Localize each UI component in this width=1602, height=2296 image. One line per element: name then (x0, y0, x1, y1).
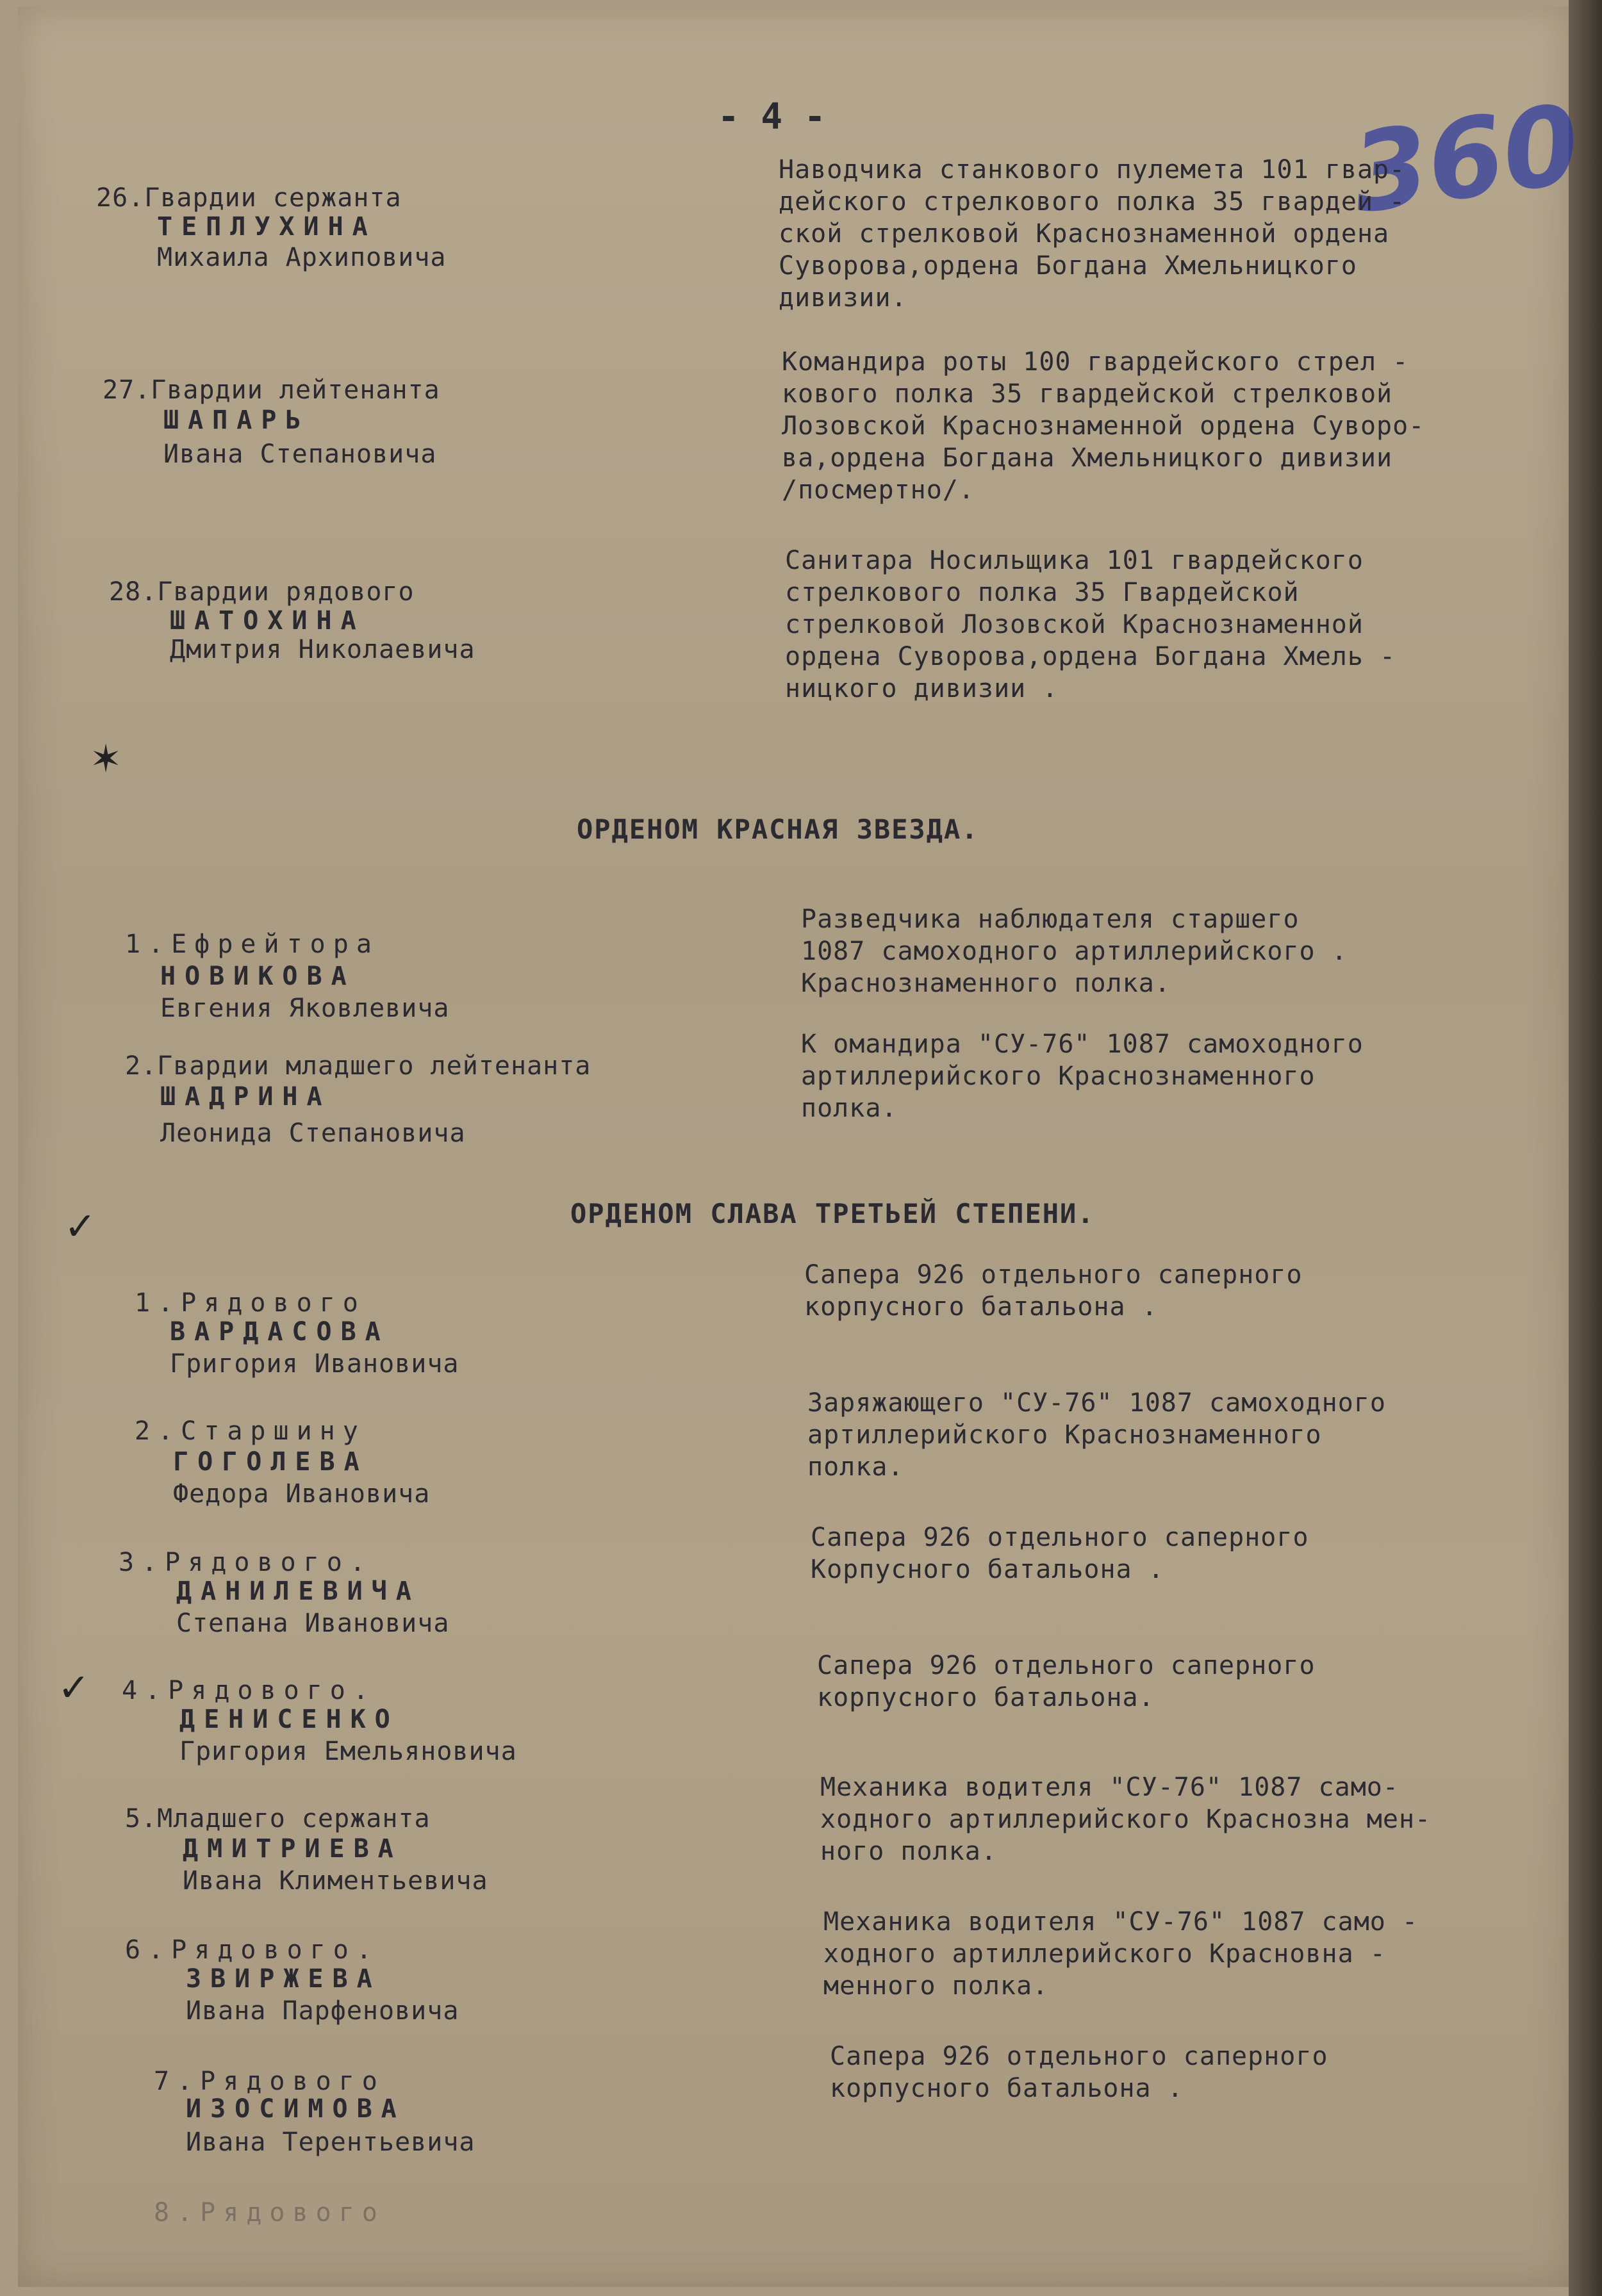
entry-description: Наводчика станкового пулемета 101 гвар- дейского стрелкового полка 35 гвардей - ской стрелковой Краснознаменной ордена Суворова,ордена Богдана Хмельницкого дивизии. (779, 155, 1406, 313)
archive-number-stamp: 360 (1344, 81, 1587, 238)
entry-surname: ДМИТРИЕВА (183, 1834, 402, 1864)
margin-mark-icon: ✓ (58, 1666, 90, 1710)
entry-title: 28.Гвардии рядового (109, 577, 415, 607)
entry-description: Механика водителя "СУ-76" 1087 само - ходного артиллерийского Красновна - менного полка. (823, 1907, 1419, 2001)
entry-surname: ДАНИЛЕВИЧА (176, 1577, 420, 1606)
entry-title: 2.Гвардии младшего лейтенанта (125, 1051, 591, 1081)
entry-description: Сапера 926 отдельного саперного Корпусного батальона . (811, 1523, 1309, 1584)
entry-description: Санитара Носильщика 101 гвардейского стрелкового полка 35 Гвардейской стрелковой Лозовской Краснознаменной ордена Суворова,ордена Богдана Хмель - ницкого дивизии . (785, 546, 1396, 703)
entry-title: 6.Рядового. (125, 1935, 379, 1965)
entry-title: 26.Гвардии сержанта (96, 183, 402, 213)
entry-description: Сапера 926 отдельного саперного корпусного батальона. (817, 1651, 1316, 1712)
entry-title: 27.Гвардии лейтенанта (103, 375, 440, 405)
entry-given-name: Леонида Степановича (160, 1119, 466, 1148)
entry-title: 1.Рядового (135, 1288, 366, 1318)
entry-surname: ДЕНИСЕНКО (179, 1705, 399, 1734)
entry-description: Сапера 926 отдельного саперного корпусного батальона . (804, 1260, 1303, 1322)
entry-surname: ТЕПЛУХИНА (157, 212, 377, 242)
entry-description: Командира роты 100 гвардейского стрел - кового полка 35 гвардейской стрелковой Лозовской Краснознаменной ордена Суворо- ва,ордена Богдана Хмельницкого дивизии /посмертно/. (782, 347, 1425, 505)
entry-surname: ШАДРИНА (160, 1082, 331, 1111)
entry-surname: НОВИКОВА (160, 962, 356, 991)
entry-given-name: Ивана Парфеновича (186, 1996, 459, 2026)
entry-surname: ЗВИРЖЕВА (186, 1964, 381, 1994)
entry-given-name: Григория Ивановича (170, 1349, 459, 1379)
entry-title: 2.Старшину (135, 1416, 366, 1446)
page-number: - 4 - (718, 96, 826, 138)
faded-next-entry: 8.Рядового (154, 2198, 385, 2227)
entry-given-name: Дмитрия Николаевича (170, 635, 475, 664)
entry-given-name: Степана Ивановича (176, 1609, 450, 1638)
entry-surname: ИЗОСИМОВА (186, 2094, 406, 2124)
entry-given-name: Федора Ивановича (173, 1479, 431, 1509)
section-heading-glory: ОРДЕНОМ СЛАВА ТРЕТЬЕЙ СТЕПЕНИ. (570, 1198, 1095, 1229)
entry-surname: ШАТОХИНА (170, 606, 365, 636)
entry-surname: ГОГОЛЕВА (173, 1447, 368, 1477)
entry-title: 5.Младшего сержанта (125, 1804, 431, 1833)
section-heading-red-star: ОРДЕНОМ КРАСНАЯ ЗВЕЗДА. (577, 814, 979, 845)
margin-mark-icon: ✓ (64, 1204, 97, 1249)
entry-given-name: Григория Емельяновича (179, 1737, 517, 1766)
margin-mark-icon: ✶ (90, 737, 122, 782)
entry-given-name: Ивана Терентьевича (186, 2128, 475, 2157)
entry-description: Механика водителя "СУ-76" 1087 само- ходного артиллерийского Краснозна мен- ного полка. (820, 1773, 1432, 1866)
entry-description: Заряжающего "СУ-76" 1087 самоходного артиллерийского Краснознаменного полка. (807, 1388, 1386, 1482)
entry-title: 4.Рядового. (122, 1676, 376, 1705)
entry-given-name: Михаила Архиповича (157, 243, 447, 272)
entry-given-name: Евгения Яковлевича (160, 994, 450, 1023)
entry-given-name: Ивана Степановича (163, 439, 437, 469)
entry-description: Сапера 926 отдельного саперного корпусного батальона . (830, 2042, 1328, 2103)
entry-title: 7.Рядового (154, 2067, 385, 2096)
entry-title: 1.Ефрейтора (125, 930, 379, 959)
entry-surname: ШАПАРЬ (163, 406, 310, 435)
scan-edge (1569, 0, 1602, 2296)
entry-title: 3.Рядового. (119, 1548, 373, 1577)
entry-given-name: Ивана Климентьевича (183, 1866, 488, 1896)
entry-surname: ВАРДАСОВА (170, 1317, 390, 1347)
entry-description: Разведчика наблюдателя старшего 1087 самоходного артиллерийского . Краснознаменного полка. (801, 905, 1348, 998)
entry-description: К омандира "СУ-76" 1087 самоходного артиллерийского Краснознаменного полка. (801, 1029, 1364, 1123)
